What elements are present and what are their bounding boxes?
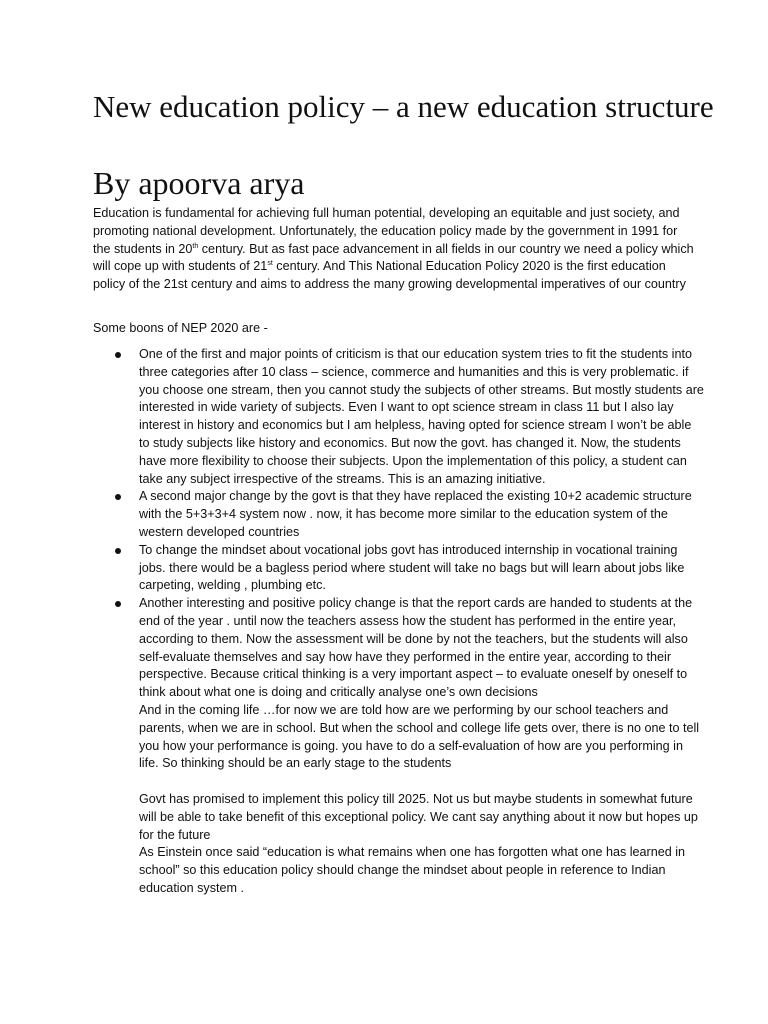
list-item-text: One of the first and major points of criticism is that our education system tries to fit the students into three categories after 10 class – science, commerce and humanities and this is very problematic. if you choose one stream, then you cannot study the subjects of other streams. But mostly students are interested in wide variety of subjects. Even I want to opt science stream in class 11 but I also lay interest in history and economics but I am helpless, having opted for science stream I won’t be able to study subjects like history and economics. But now the govt. has changed it. Now, the students have more flexibility to choose their subjects. Upon the implementation of this policy, a student can take any subject irrespective of the streams. This is an amazing initiative.: [139, 347, 704, 486]
superscript-th: th: [192, 242, 199, 250]
document-title: New education policy – a new education structure: [93, 89, 714, 124]
paragraph-gap: [139, 773, 705, 791]
bullet-icon: [115, 601, 121, 607]
bullet-icon: [115, 352, 121, 358]
boons-list: [115, 346, 705, 898]
bullet-icon: [115, 494, 121, 500]
list-item: [115, 595, 705, 898]
continuation-paragraph: And in the coming life …for now we are told how are we performing by our school teachers and parents, when we are in school. But when the school and college life gets over, there is no one to tell you how your performance is going. you have to do a self-evaluation of how are you performing in life. So thinking should be an early stage to the students: [139, 702, 700, 771]
continuation-paragraph: As Einstein once said “education is what remains when one has forgotten what one has learned in school” so this education policy should change the mindset about people in reference to Indian education system .: [139, 845, 686, 895]
author-byline: By apoorva arya: [93, 165, 305, 201]
boons-heading: Some boons of NEP 2020 are -: [93, 321, 268, 335]
intro-text-part-1: Education is fundamental for achieving full human potential, developing an equitable and just society, and promoting national development. Unfortunately, the education policy made by the government in 1991 for the students in 20: [93, 206, 680, 256]
continuation-paragraph: Govt has promised to implement this policy till 2025. Not us but maybe students in somewhat future will be able to take benefit of this exceptional policy. We cant say anything about it now but hopes up for the future: [139, 791, 698, 842]
list-item: [115, 488, 705, 541]
list-item: [115, 542, 705, 595]
superscript-st: st: [267, 260, 273, 268]
list-item: [115, 346, 705, 488]
intro-text-part-2: century. But as fast pace advancement in all fields in our country we need a policy which will cope up with students of 21: [93, 241, 694, 274]
bullet-icon: [115, 548, 121, 554]
list-item-text: To change the mindset about vocational jobs govt has introduced internship in vocational training jobs. there would be a bagless period where student will take no bags but will learn about jobs like carpeting, welding , plumbing etc.: [139, 542, 685, 593]
intro-text-part-3: century. And This National Education Policy 2020 is the first education policy of the 21st century and aims to address the many growing developmental imperatives of our country: [93, 259, 686, 292]
list-item-text: A second major change by the govt is that they have replaced the existing 10+2 academic structure with the 5+3+3+4 system now . now, it has become more similar to the education system of the western developed countries: [139, 489, 692, 539]
intro-paragraph: [93, 205, 698, 294]
intro-text: [93, 205, 698, 294]
list-item-text: Another interesting and positive policy change is that the report cards are handed to students at the end of the year . until now the teachers assess how the student has performed in the entire year, according to them. Now the assessment will be done by not the teachers, but the students will also self-evaluate themselves and say how have they performed in the entire year, according to their perspective. Because critical thinking is a very important aspect – to evaluate oneself by oneself to think about what one is doing and critically analyse one’s own decisions: [139, 596, 693, 700]
